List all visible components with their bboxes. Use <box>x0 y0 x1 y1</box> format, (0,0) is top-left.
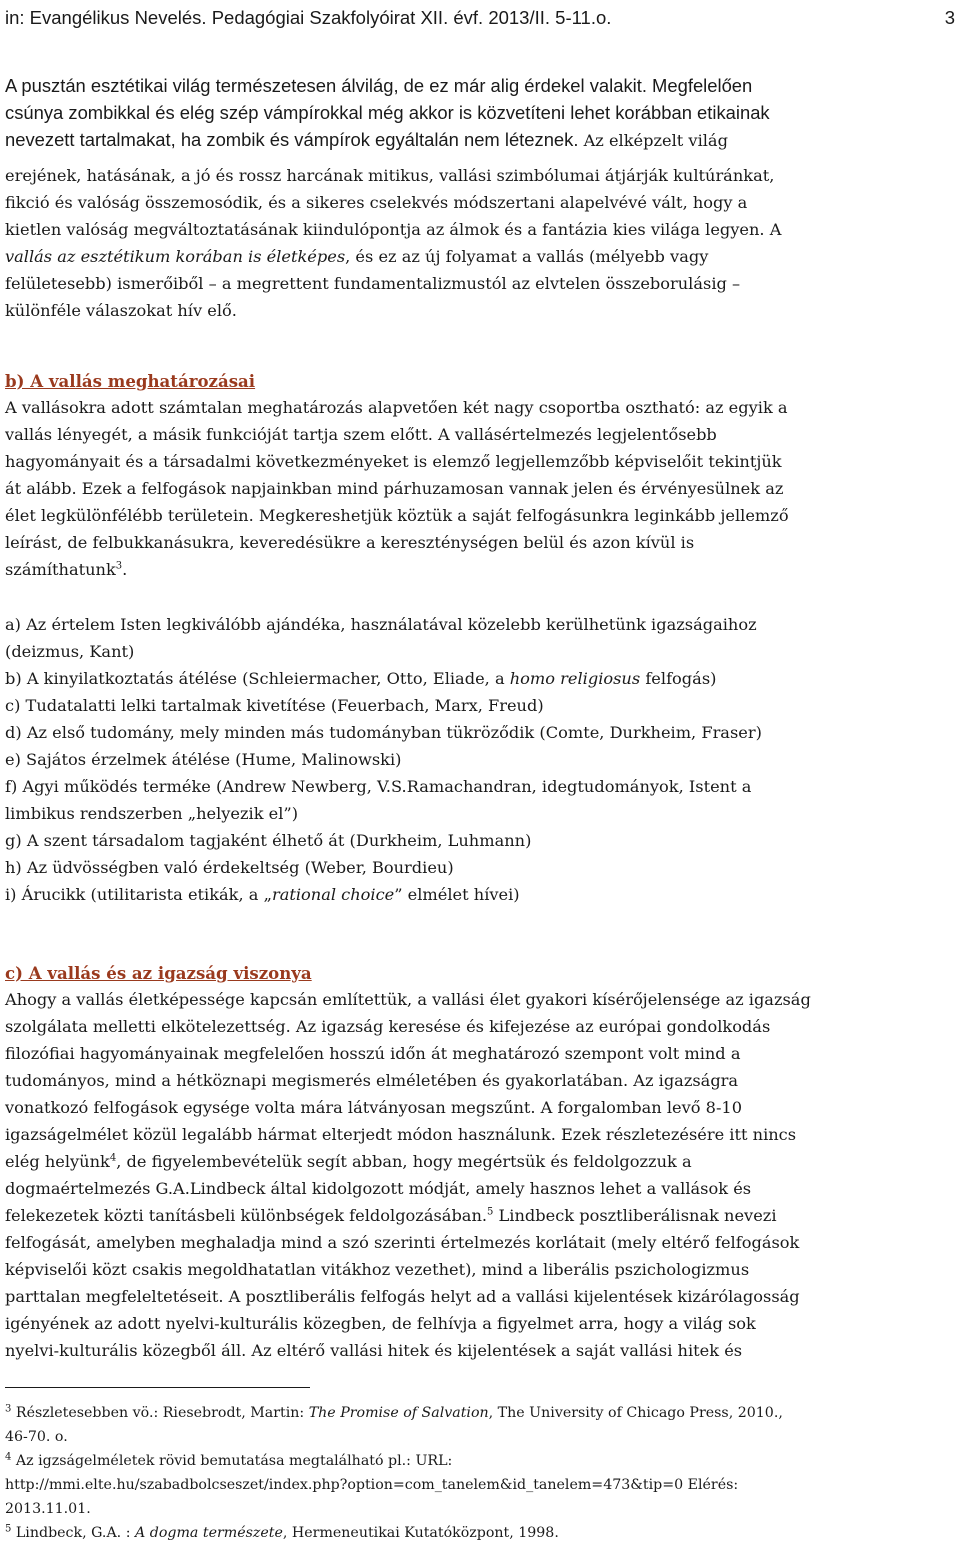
text-line: A vallásokra adott számtalan meghatározás alapvetően két nagy csoportba osztható: az egyik a <box>5 398 788 417</box>
list-item: (deizmus, Kant) <box>5 642 135 661</box>
text-run: b) A kinyilatkoztatás átélése (Schleiermacher, Otto, Eliade, a <box>5 669 510 688</box>
footnote-line: 46-70. o. <box>5 1429 68 1445</box>
text-run: , és ez az új folyamat a vallás (mélyebb vagy <box>345 247 709 266</box>
italic-run: A dogma természete <box>135 1525 283 1541</box>
list-item: h) Az üdvösségben való érdekeltség (Weber, Bourdieu) <box>5 858 454 877</box>
text-line <box>5 1203 777 1229</box>
text-line: vonatkozó felfogások egysége volta mára látványosan megszűnt. A forgalomban levő 8-10 <box>5 1098 743 1117</box>
text-line: Ahogy a vallás életképessége kapcsán említettük, a vallási élet gyakori kísérőjelensége az igazság <box>5 990 811 1009</box>
text-line: vallás lényegét, a másik funkcióját tartja szem előtt. A vallásértelmezés legjelentősebb <box>5 425 717 444</box>
text-run: Lindbeck posztliberálisnak nevezi <box>493 1206 777 1225</box>
text-run: felfogás) <box>640 669 717 688</box>
italic-run: rational choice <box>271 885 395 904</box>
text-line: nyelvi-kulturális közegből áll. Az eltérő vallási hitek és kijelentések a saját vallási hitek és <box>5 1341 743 1360</box>
text-run: elég helyünk <box>5 1152 110 1171</box>
footnote-mark: 5 <box>5 1523 12 1535</box>
footnote-ref[interactable]: 5 <box>487 1206 494 1218</box>
text-run: felekezetek közti tanításbeli különbségek feldolgozásában. <box>5 1206 488 1225</box>
text-line: igazságelmélet közül legalább hármat elterjedt módon használunk. Ezek részletezésére itt nincs <box>5 1125 797 1144</box>
footnote-url[interactable]: http://mmi.elte.hu/szabadbolcseszet/index.php?option=com_tanelem&id_tanelem=473&tip=0 Elérés: <box>5 1477 739 1493</box>
text-line: felületesebb) ismerőiből – a megrettent fundamentalizmustól az elvtelen összeborulásig – <box>5 274 741 293</box>
footnote <box>5 1450 452 1473</box>
text-line <box>5 557 127 583</box>
list-item <box>5 666 716 692</box>
list-item: d) Az első tudomány, mely minden más tudományban tükröződik (Comte, Durkheim, Fraser) <box>5 723 762 742</box>
italic-run: vallás az esztétikum korában is életképes <box>5 247 346 266</box>
list-item: a) Az értelem Isten legkiválóbb ajándéka, használatával közelebb kerülhetünk igazságaihoz <box>5 615 757 634</box>
list-item <box>5 882 520 908</box>
text-line: élet legkülönfélébb területein. Megkereshetjük köztük a saját felfogásunkra leginkább jellemző <box>5 506 789 525</box>
text-run: , Hermeneutikai Kutatóközpont, 1998. <box>282 1525 559 1541</box>
text-line: A pusztán esztétikai világ természetesen álvilág, de ez már alig érdekel valakit. Megfelelően <box>5 75 753 96</box>
italic-run: homo religiosus <box>509 669 641 688</box>
text-line: szolgálata melletti elkötelezettség. Az igazság keresése és kifejezése az európai gondolkodás <box>5 1017 771 1036</box>
text-line: át alább. Ezek a felfogások napjainkban mind párhuzamosan vannak jelen és érvényesülnek az <box>5 479 784 498</box>
running-header <box>5 6 955 30</box>
list-item: e) Sajátos érzelmek átélése (Hume, Malinowski) <box>5 750 402 769</box>
text-line <box>5 127 728 154</box>
list-item: g) A szent társadalom tagjaként élhető át (Durkheim, Luhmann) <box>5 831 532 850</box>
footnote <box>5 1402 783 1425</box>
footnote-separator <box>5 1387 310 1388</box>
text-run: , de figyelembevételük segít abban, hogy megértsük és feldolgozzuk a <box>116 1152 692 1171</box>
footnote-mark: 4 <box>5 1451 12 1463</box>
text-run: számíthatunk <box>5 560 116 579</box>
footnote-ref[interactable]: 3 <box>115 560 123 572</box>
text-run: Az elképzelt világ <box>578 131 728 150</box>
text-line: parttalan megfeleltetéseit. A posztliberális felfogás helyt ad a vallási kijelentések kizárólagosság <box>5 1287 800 1306</box>
page-number: 3 <box>944 7 955 28</box>
list-item: f) Agyi működés terméke (Andrew Newberg, V.S.Ramachandran, idegtudományok, Istent a <box>5 777 752 796</box>
text-line: fikció és valóság összemosódik, és a sikeres cselekvés módszertani alapelvévé vált, hogy a <box>5 193 748 212</box>
footnote-line: 2013.11.01. <box>5 1501 91 1517</box>
text-line: különféle válaszokat hív elő. <box>5 301 237 320</box>
text-run: Részletesebben vö.: Riesebrodt, Martin: <box>11 1405 309 1421</box>
text-line: erejének, hatásának, a jó és rossz harcának mitikus, vallási szimbólumai átjárják kultúránkat, <box>5 166 775 185</box>
list-item: c) Tudatalatti lelki tartalmak kivetítése (Feuerbach, Marx, Freud) <box>5 696 544 715</box>
text-line: képviselői közt csakis megoldhatatlan vitákhoz vezethet), mind a liberális pszichologizmus <box>5 1260 750 1279</box>
list-item: limbikus rendszerben „helyezik el”) <box>5 804 299 823</box>
text-line: dogmaértelmezés G.A.Lindbeck által kidolgozott módját, amely hasznos lehet a vallások és <box>5 1179 752 1198</box>
text-run: . <box>122 560 128 579</box>
text-line: igényének az adott nyelvi-kulturális közegben, de felhívja a figyelmet arra, hogy a világ sok <box>5 1314 756 1333</box>
text-line: hagyományait és a társadalmi következményeket is elemző legjellemzőbb képviselőit tekintjük <box>5 452 782 471</box>
footnote-mark: 3 <box>5 1403 12 1415</box>
text-line: kietlen valóság megváltoztatásának kiindulópontja az álmok és a fantázia kies világa legyen. A <box>5 220 782 239</box>
journal-citation: in: Evangélikus Nevelés. Pedagógiai Szakfolyóirat XII. évf. 2013/II. 5-11.o. <box>5 7 612 28</box>
text-line: csúnya zombikkal és elég szép vámpírokkal még akkor is közvetíteni lehet korábban etikainak <box>5 102 770 123</box>
text-line <box>5 1149 692 1175</box>
text-run: , The University of Chicago Press, 2010., <box>488 1405 783 1421</box>
footnote <box>5 1522 559 1545</box>
text-run: ” elmélet hívei) <box>394 885 520 904</box>
text-run: i) Árucikk (utilitarista etikák, a „ <box>5 885 272 904</box>
text-line: leírást, de felbukkanásukra, keveredésükre a kereszténységen belül és azon kívül is <box>5 533 695 552</box>
text-run: nevezett tartalmakat, ha zombik és vámpírok egyáltalán nem léteznek. <box>5 129 579 150</box>
text-line: tudományos, mind a hétköznapi megismerés elméletében és gyakorlatában. Az igazságra <box>5 1071 739 1090</box>
text-run: Az igzságelméletek rövid bemutatása megtalálható pl.: URL: <box>11 1453 453 1469</box>
section-heading: b) A vallás meghatározásai <box>5 371 256 391</box>
footnote-ref[interactable]: 4 <box>109 1152 117 1164</box>
text-run: Lindbeck, G.A. : <box>11 1525 135 1541</box>
text-line: filozófiai hagyományainak megfelelően hosszú időn át meghatározó szempont volt mind a <box>5 1044 741 1063</box>
text-line: felfogását, amelyben meghaladja mind a szó szerinti értelmezés korlátait (mely eltérő felfogások <box>5 1233 800 1252</box>
italic-run: The Promise of Salvation <box>308 1405 489 1421</box>
text-line <box>5 244 708 270</box>
section-heading: c) A vallás és az igazság viszonya <box>5 963 312 983</box>
